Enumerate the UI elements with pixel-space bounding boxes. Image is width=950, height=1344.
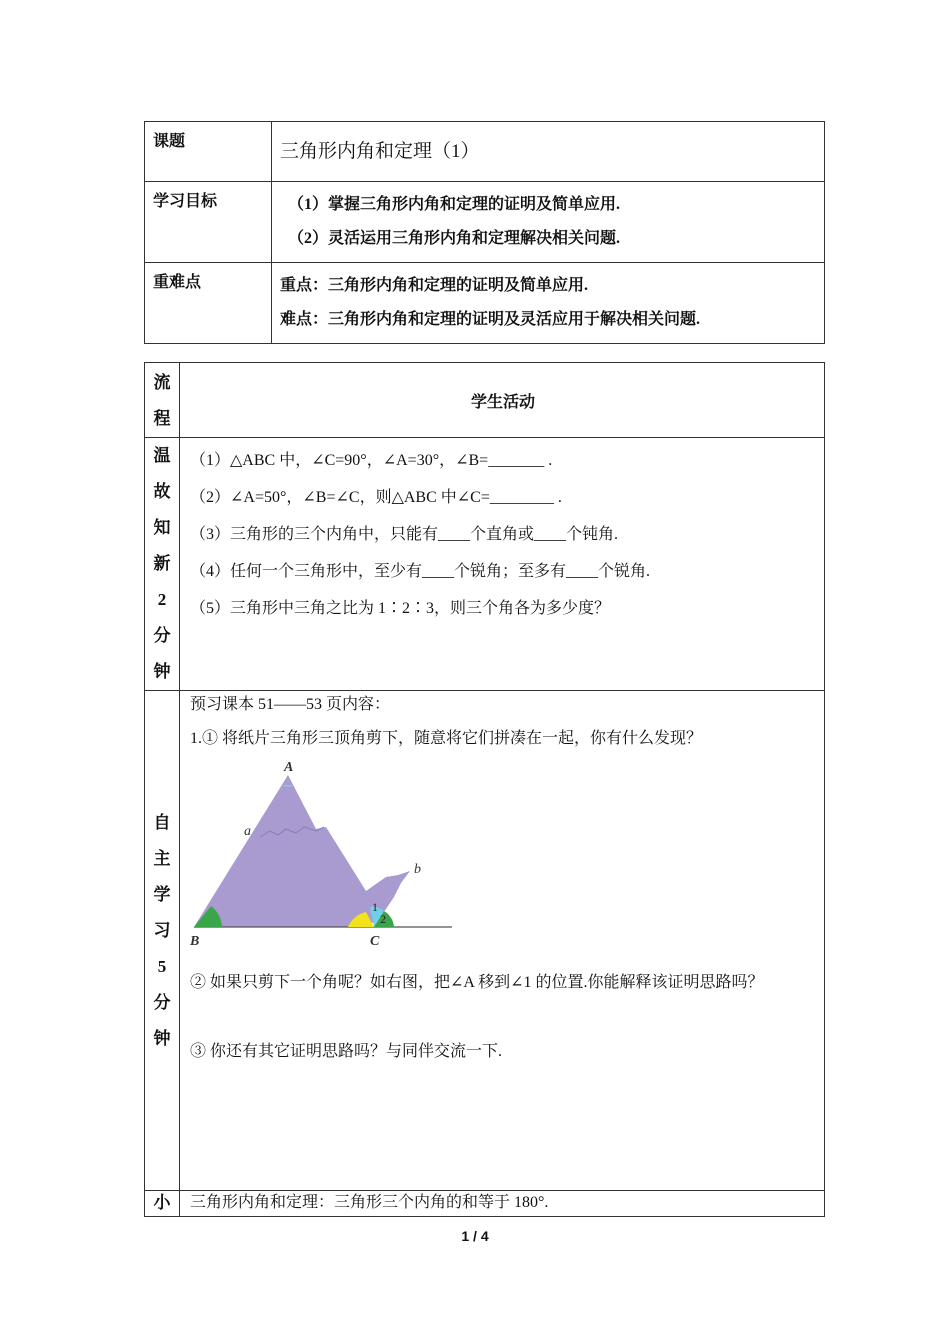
question-2: ② 如果只剪下一个角呢？如右图，把∠A 移到∠1 的位置.你能解释该证明思路吗？ <box>190 974 764 991</box>
side-char: 温 <box>153 446 171 465</box>
side-char: 钟 <box>153 662 171 681</box>
objectives-label: 学习目标 <box>145 182 272 263</box>
review-side <box>145 438 180 691</box>
activity-table <box>144 362 825 1217</box>
side-char: 分 <box>153 626 171 645</box>
question-1: 1.① 将纸片三角形三顶角剪下，随意将它们拼凑在一起，你有什么发现？ <box>190 730 703 747</box>
flow-char-1: 流 <box>153 373 171 392</box>
triangle-figure <box>186 759 466 959</box>
side-char: 5 <box>157 956 167 976</box>
label-B: B <box>190 934 200 949</box>
side-char: 自 <box>153 812 171 832</box>
question-3: ③ 你还有其它证明思路吗？与同伴交流一下. <box>190 1043 503 1060</box>
side-char: 知 <box>153 518 171 537</box>
key-points-label: 重难点 <box>145 263 272 344</box>
review-question-1: （1）△ABC 中，∠C=90°，∠A=30°，∠B=_______ . <box>190 452 553 469</box>
label-C: C <box>370 934 380 949</box>
topic-label: 课题 <box>145 122 272 182</box>
student-activity-header: 学生活动 <box>180 363 825 438</box>
page-number: 1 / 4 <box>461 1228 489 1244</box>
review-content <box>180 438 825 691</box>
lesson-info-table <box>144 121 825 344</box>
label-A: A <box>284 760 294 775</box>
label-2: 2 <box>380 912 386 926</box>
flow-header <box>145 363 180 438</box>
side-char: 习 <box>153 920 171 940</box>
side-char: 2 <box>157 590 167 609</box>
side-char: 故 <box>153 482 171 501</box>
review-question-4: （4）任何一个三角形中，至少有____个锐角；至多有____个锐角. <box>190 563 651 580</box>
difficult-point: 难点：三角形内角和定理的证明及灵活应用于解决相关问题. <box>280 311 701 328</box>
objective-1: （1）掌握三角形内角和定理的证明及简单应用. <box>288 196 621 213</box>
key-points-value <box>272 263 825 344</box>
side-char: 主 <box>153 848 171 868</box>
side-char: 学 <box>153 884 171 904</box>
preview-intro: 预习课本 51——53 页内容： <box>190 696 391 713</box>
label-1: 1 <box>372 900 378 914</box>
side-char: 新 <box>153 554 171 573</box>
review-question-2: （2）∠A=50°，∠B=∠C，则△ABC 中∠C=________ . <box>190 489 562 506</box>
review-question-5: （5）三角形中三角之比为 1∶2∶3，则三个角各为多少度？ <box>190 600 611 617</box>
review-question-3: （3）三角形的三个内角中，只能有____个直角或____个钝角. <box>190 526 619 543</box>
objectives-value <box>272 182 825 263</box>
flow-char-2: 程 <box>153 409 171 428</box>
label-a: a <box>244 824 251 839</box>
objective-2: （2）灵活运用三角形内角和定理解决相关问题. <box>288 230 621 247</box>
label-b: b <box>414 862 421 877</box>
summary-side: 小 <box>145 1191 180 1217</box>
key-point: 重点：三角形内角和定理的证明及简单应用. <box>280 277 589 294</box>
side-char: 钟 <box>153 1028 171 1048</box>
summary-text: 三角形内角和定理：三角形三个内角的和等于 180°. <box>180 1191 825 1217</box>
self-study-side <box>145 691 180 1191</box>
self-study-content <box>180 691 825 1191</box>
side-char: 分 <box>153 992 171 1012</box>
topic-value: 三角形内角和定理（1） <box>272 122 825 182</box>
